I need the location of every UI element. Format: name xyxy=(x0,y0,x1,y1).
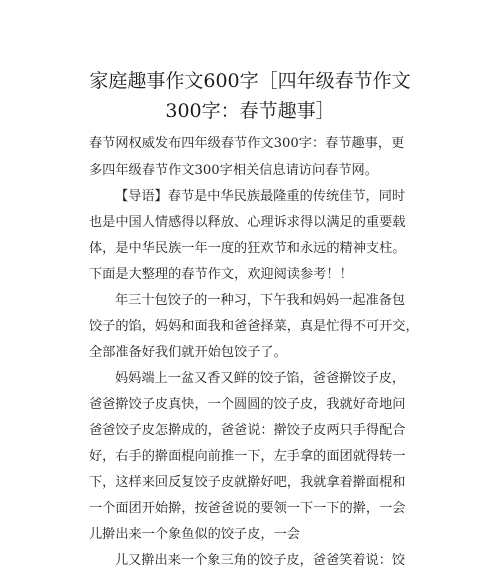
paragraph-line: 下，这样来回反复饺子皮就擀好吧，我就拿着擀面棍和 xyxy=(89,475,406,490)
paragraph-line: 【导语】春节是中华民族最隆重的传统佳节，同时 xyxy=(115,189,406,204)
paragraph-line: 儿擀出来一个象鱼似的饺子皮，一会 xyxy=(89,527,300,542)
paragraph-line: 饺子的馅，妈妈和面我和爸爸择菜，真是忙得不可开交， xyxy=(89,319,419,334)
paragraph-line: 一个面团开始擀，按爸爸说的要领一下一下的擀，一会 xyxy=(89,501,406,516)
paragraph-line: 妈妈端上一盆又香又鲜的饺子馅，爸爸擀饺子皮， xyxy=(115,371,406,386)
paragraph-line: 儿又擀出来一个象三角的饺子皮，爸爸笑着说：饺 xyxy=(115,553,406,568)
paragraph-line: 春节网权威发布四年级春节作文300字：春节趣事，更 xyxy=(89,136,405,151)
paragraph-line: 下面是大整理的春节作文，欢迎阅读参考！！ xyxy=(89,267,353,282)
paragraph-line: 体，是中华民族一年一度的狂欢节和永远的精神支柱。 xyxy=(89,241,406,256)
paragraph-line: 年三十包饺子的一种习，下午我和妈妈一起准备包 xyxy=(115,293,406,308)
paragraph-line: 也是中国人情感得以释放、心理诉求得以满足的重要载 xyxy=(89,215,406,230)
document-title-line-1: 家庭趣事作文600字［四年级春节作文 xyxy=(89,70,411,92)
paragraph-line: 多四年级春节作文300字相关信息请访问春节网。 xyxy=(89,163,378,178)
paragraph-line: 爸爸饺子皮怎擀成的，爸爸说：擀饺子皮两只手得配合 xyxy=(89,423,406,438)
document-title-line-2: 300字：春节趣事］ xyxy=(165,100,335,122)
paragraph-line: 爸爸擀饺子皮真快，一个圆圆的饺子皮，我就好奇地问 xyxy=(89,397,406,412)
paragraph-line: 全部准备好我们就开始包饺子了。 xyxy=(89,345,287,360)
paragraph-line: 好，右手的擀面棍向前推一下，左手拿的面团就得转一 xyxy=(89,449,406,464)
